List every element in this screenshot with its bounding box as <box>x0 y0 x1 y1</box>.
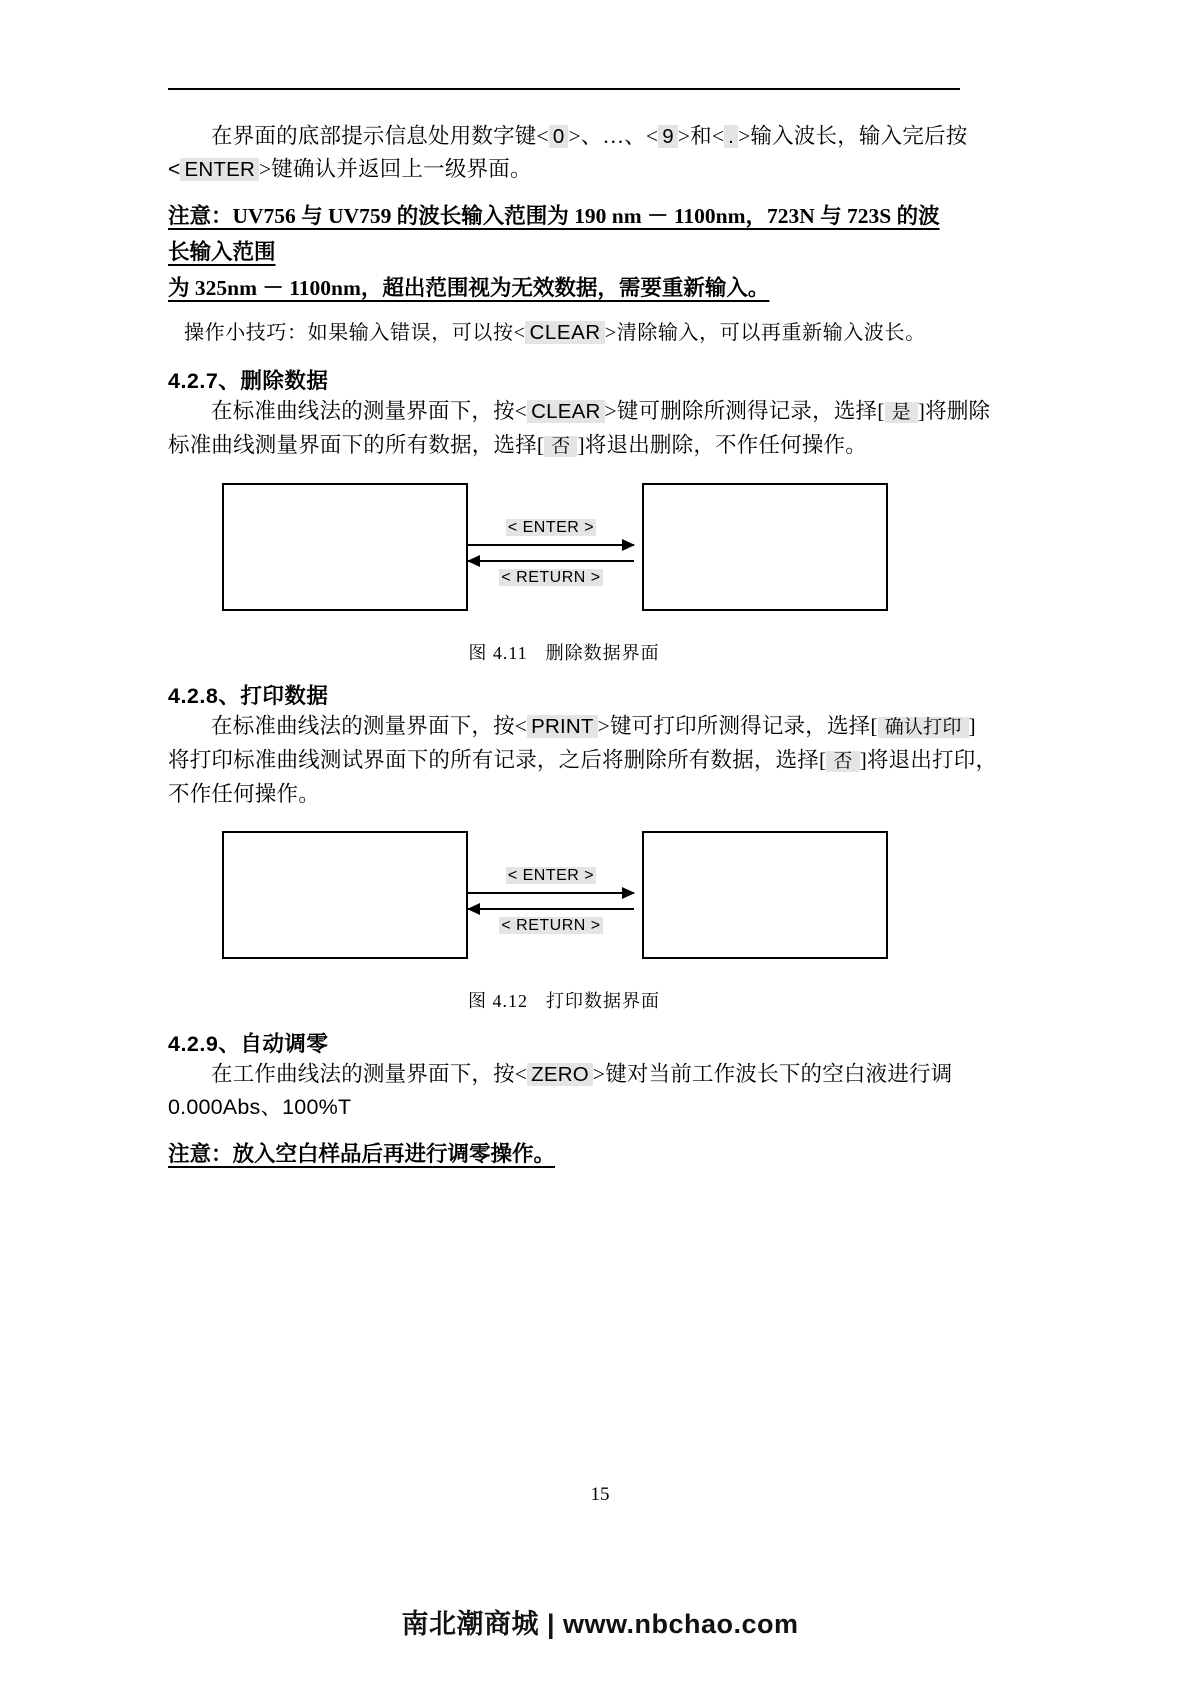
figure-412-enter-label: < ENTER > <box>507 867 595 884</box>
intro-text-4: >输入波长，输入完后按 <box>738 124 968 148</box>
key-clear[interactable]: CLEAR <box>527 400 604 423</box>
choice-no[interactable]: 否 <box>544 436 577 457</box>
figure-412-left-screen <box>222 831 468 959</box>
intro-text-3: >和< <box>677 124 725 148</box>
intro-text-1: 在界面的底部提示信息处用数字键< <box>211 124 549 148</box>
wavelength-note <box>168 198 960 306</box>
figure-411-return-label: < RETURN > <box>501 569 601 586</box>
figure-412-caption-text: 打印数据界面 <box>546 991 660 1011</box>
page-footer: 南北潮商城 | www.nbchao.com <box>401 1609 799 1639</box>
section-heading-429: 4.2.9、自动调零 <box>168 1032 329 1056</box>
intro-text-2: >、…、< <box>568 124 659 148</box>
key-print[interactable]: PRINT <box>527 715 598 738</box>
section-429-values: 0.000Abs、100%T <box>168 1095 352 1119</box>
section-heading-427: 4.2.7、删除数据 <box>168 369 329 393</box>
s427-text-1: 在标准曲线法的测量界面下，按< <box>211 399 528 423</box>
key-clear-tip[interactable]: CLEAR <box>525 321 604 344</box>
angle-open: < <box>168 158 181 181</box>
arrow-head-right-icon <box>622 887 635 899</box>
s427-text-4: 标准曲线测量界面下的所有数据，选择[ <box>168 433 545 457</box>
figure-412-return-label: < RETURN > <box>501 917 601 934</box>
section-428-line-3: 不作任何操作。 <box>168 782 320 806</box>
arrow-head-right-icon <box>622 539 635 551</box>
figure-412-caption <box>168 987 960 1013</box>
s428-text-1: 在标准曲线法的测量界面下，按< <box>211 714 528 738</box>
wavelength-note-line-1: 注意：UV756 与 UV759 的波长输入范围为 190 nm － 1100nm，723N 与 723S 的波长输入范围 <box>168 204 940 264</box>
s428-text-3: ] <box>968 714 976 738</box>
figure-411-right-screen <box>642 483 888 611</box>
figure-411-enter-label: < ENTER > <box>507 519 595 536</box>
key-0[interactable]: 0 <box>549 125 569 148</box>
figure-411-caption-text: 删除数据界面 <box>545 643 660 663</box>
s427-text-5: ]将退出删除，不作任何操作。 <box>577 433 867 457</box>
tip-text-1: 操作小技巧：如果输入错误，可以按< <box>184 322 526 344</box>
figure-411-caption-label: 图 4.11 <box>468 643 528 663</box>
arrow-line <box>468 560 634 562</box>
figure-411-arrow-forward <box>468 537 634 553</box>
intro-line-1 <box>168 120 968 153</box>
s428-text-2: >键可打印所测得记录，选择[ <box>597 714 878 738</box>
operation-tip <box>168 316 960 350</box>
key-enter[interactable]: ENTER <box>180 158 258 181</box>
s429-text-1: 在工作曲线法的测量界面下，按< <box>211 1062 528 1086</box>
choice-yes[interactable]: 是 <box>885 402 918 423</box>
arrow-head-left-icon <box>467 555 480 567</box>
figure-412 <box>168 831 960 979</box>
section-427-line-1 <box>168 395 991 429</box>
header-rule <box>168 88 960 90</box>
section-428-line-1 <box>168 710 976 744</box>
arrow-head-left-icon <box>467 903 480 915</box>
figure-411-arrow-back <box>468 553 634 569</box>
choice-confirm-print[interactable]: 确认打印 <box>878 717 969 738</box>
section-427-line-2 <box>168 429 960 463</box>
key-9[interactable]: 9 <box>658 125 678 148</box>
figure-411-caption <box>168 639 960 665</box>
arrow-line <box>468 892 634 894</box>
key-dot[interactable]: . <box>724 125 738 148</box>
section-429-note <box>168 1136 960 1172</box>
figure-411-arrows <box>468 519 634 587</box>
figure-412-caption-label: 图 4.12 <box>468 991 528 1011</box>
s428-text-5: ]将退出打印， <box>859 748 998 772</box>
wavelength-note-line-2: 为 325nm － 1100nm，超出范围视为无效数据，需要重新输入。 <box>168 276 770 300</box>
s428-text-4: 将打印标准曲线测试界面下的所有记录，之后将删除所有数据，选择[ <box>168 748 827 772</box>
section-heading-428: 4.2.8、打印数据 <box>168 684 329 708</box>
section-429-note-text: 注意：放入空白样品后再进行调零操作。 <box>168 1142 556 1166</box>
s429-text-2: >键对当前工作波长下的空白液进行调 <box>592 1062 953 1086</box>
section-429-line-1 <box>168 1058 960 1091</box>
intro-text-5: >键确认并返回上一级界面。 <box>258 157 532 181</box>
page-content <box>168 88 998 1172</box>
section-428-line-2 <box>168 744 998 778</box>
arrow-line <box>468 908 634 910</box>
figure-412-right-screen <box>642 831 888 959</box>
tip-text-2: >清除输入，可以再重新输入波长。 <box>604 322 926 344</box>
key-zero[interactable]: ZERO <box>527 1063 593 1086</box>
s427-text-2: >键可删除所测得记录，选择[ <box>604 399 885 423</box>
arrow-line <box>468 544 634 546</box>
figure-412-arrow-forward <box>468 885 634 901</box>
page-number: 15 <box>590 1484 610 1505</box>
choice-no-print[interactable]: 否 <box>826 751 859 772</box>
figure-412-arrow-back <box>468 901 634 917</box>
figure-412-arrows <box>468 867 634 935</box>
figure-411-left-screen <box>222 483 468 611</box>
s427-text-3: ]将删除 <box>917 399 991 423</box>
intro-line-2 <box>168 153 960 186</box>
figure-411 <box>168 483 960 631</box>
